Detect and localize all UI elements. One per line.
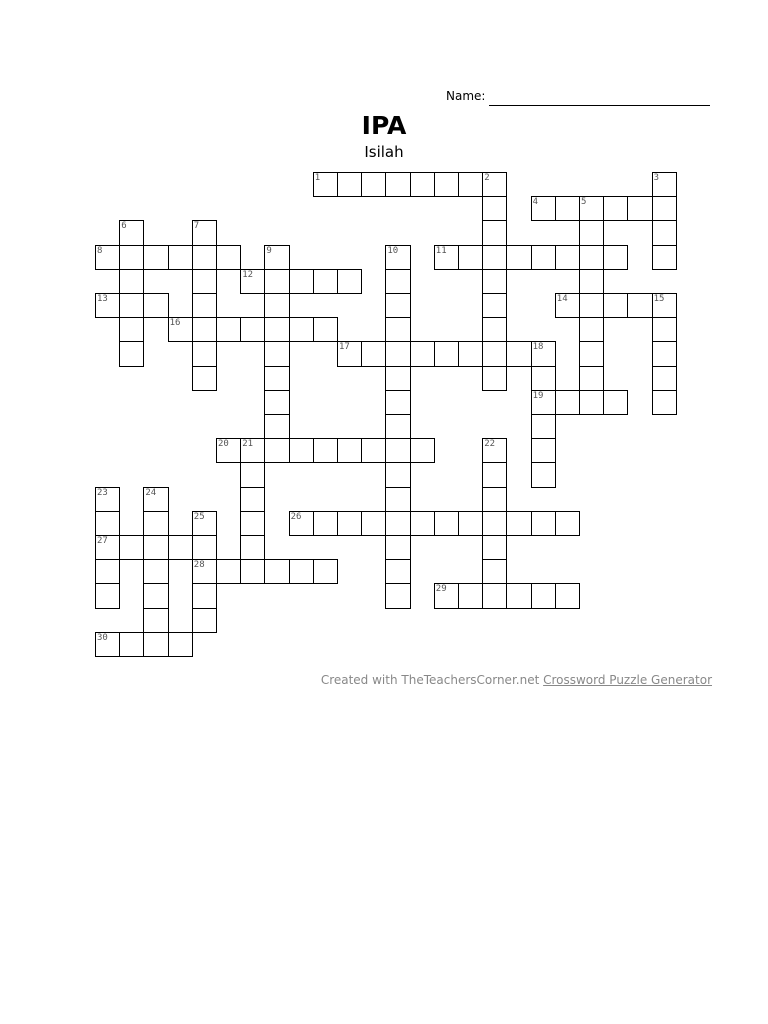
clue-number: 22 xyxy=(484,439,496,450)
crossword-cell[interactable] xyxy=(652,196,677,221)
crossword-cell[interactable] xyxy=(95,535,120,560)
crossword-cell[interactable] xyxy=(361,341,386,366)
crossword-cell[interactable] xyxy=(264,438,289,463)
crossword-cell[interactable] xyxy=(506,245,531,270)
crossword-cell[interactable] xyxy=(143,487,168,512)
crossword-cell[interactable] xyxy=(652,220,677,245)
crossword-cell[interactable] xyxy=(385,487,410,512)
crossword-cell[interactable] xyxy=(337,341,362,366)
crossword-cell[interactable] xyxy=(531,462,556,487)
crossword-cell[interactable] xyxy=(168,245,193,270)
crossword-cell[interactable] xyxy=(603,196,628,221)
crossword-cell[interactable] xyxy=(531,390,556,415)
crossword-cell[interactable] xyxy=(385,414,410,439)
crossword-cell[interactable] xyxy=(216,559,241,584)
clue-number: 26 xyxy=(290,511,302,522)
puzzle-title: IPA xyxy=(361,111,407,140)
crossword-cell[interactable] xyxy=(168,317,193,342)
crossword-cell[interactable] xyxy=(313,438,338,463)
crossword-cell[interactable] xyxy=(192,535,217,560)
crossword-cell[interactable] xyxy=(385,366,410,391)
crossword-cell[interactable] xyxy=(482,172,507,197)
crossword-cell[interactable] xyxy=(458,583,483,608)
crossword-cell[interactable] xyxy=(434,511,459,536)
crossword-cell[interactable] xyxy=(652,317,677,342)
crossword-cell[interactable] xyxy=(192,559,217,584)
crossword-cell[interactable] xyxy=(264,293,289,318)
crossword-cell[interactable] xyxy=(531,341,556,366)
crossword-cell[interactable] xyxy=(264,269,289,294)
crossword-cell[interactable] xyxy=(603,245,628,270)
clue-number: 28 xyxy=(193,560,205,571)
clue-number: 18 xyxy=(532,342,544,353)
crossword-cell[interactable] xyxy=(264,414,289,439)
crossword-cell[interactable] xyxy=(652,172,677,197)
crossword-cell[interactable] xyxy=(482,293,507,318)
footer-credit xyxy=(321,673,712,687)
crossword-cell[interactable] xyxy=(482,196,507,221)
clue-number: 20 xyxy=(218,439,229,450)
clue-number: 29 xyxy=(435,584,447,595)
crossword-cell[interactable] xyxy=(313,172,338,197)
crossword-cell[interactable] xyxy=(506,511,531,536)
crossword-cell[interactable] xyxy=(482,462,507,487)
crossword-cell[interactable] xyxy=(555,245,580,270)
crossword-cell[interactable] xyxy=(240,462,265,487)
puzzle-subtitle: Isilah xyxy=(364,143,404,161)
crossword-cell[interactable] xyxy=(192,608,217,633)
crossword-cell[interactable] xyxy=(313,269,338,294)
crossword-cell[interactable] xyxy=(240,317,265,342)
crossword-cell[interactable] xyxy=(482,487,507,512)
crossword-cell[interactable] xyxy=(482,438,507,463)
crossword-cell[interactable] xyxy=(482,317,507,342)
crossword-cell[interactable] xyxy=(506,583,531,608)
clue-number: 17 xyxy=(339,342,350,353)
crossword-cell[interactable] xyxy=(385,390,410,415)
crossword-cell[interactable] xyxy=(143,293,168,318)
crossword-cell[interactable] xyxy=(240,535,265,560)
crossword-cell[interactable] xyxy=(434,172,459,197)
clue-number: 21 xyxy=(242,439,254,450)
crossword-cell[interactable] xyxy=(506,341,531,366)
crossword-cell[interactable] xyxy=(458,341,483,366)
crossword-cell[interactable] xyxy=(482,559,507,584)
crossword-cell[interactable] xyxy=(119,317,144,342)
clue-number: 24 xyxy=(145,487,157,498)
crossword-cell[interactable] xyxy=(289,269,314,294)
crossword-cell[interactable] xyxy=(143,608,168,633)
crossword-cell[interactable] xyxy=(385,438,410,463)
crossword-cell[interactable] xyxy=(192,245,217,270)
crossword-cell[interactable] xyxy=(337,269,362,294)
crossword-cell[interactable] xyxy=(555,293,580,318)
crossword-cell[interactable] xyxy=(579,366,604,391)
crossword-cell[interactable] xyxy=(652,341,677,366)
clue-number: 16 xyxy=(169,318,181,329)
crossword-cell[interactable] xyxy=(385,511,410,536)
crossword-cell[interactable] xyxy=(216,245,241,270)
crossword-cell[interactable] xyxy=(168,535,193,560)
crossword-cell[interactable] xyxy=(264,390,289,415)
crossword-cell[interactable] xyxy=(385,583,410,608)
crossword-cell[interactable] xyxy=(119,632,144,657)
crossword-cell[interactable] xyxy=(410,341,435,366)
crossword-cell[interactable] xyxy=(385,559,410,584)
clue-number: 8 xyxy=(97,245,103,256)
crossword-cell[interactable] xyxy=(313,559,338,584)
crossword-cell[interactable] xyxy=(119,269,144,294)
crossword-cell[interactable] xyxy=(579,196,604,221)
crossword-cell[interactable] xyxy=(531,511,556,536)
crossword-cell[interactable] xyxy=(361,438,386,463)
crossword-cell[interactable] xyxy=(143,559,168,584)
clue-number: 15 xyxy=(653,294,665,304)
crossword-cell[interactable] xyxy=(264,341,289,366)
crossword-cell[interactable] xyxy=(143,583,168,608)
clue-number: 13 xyxy=(97,294,108,304)
crossword-cell[interactable] xyxy=(313,511,338,536)
clue-number: 27 xyxy=(97,536,108,546)
crossword-cell[interactable] xyxy=(531,438,556,463)
crossword-cell[interactable] xyxy=(652,366,677,391)
crossword-cell[interactable] xyxy=(95,293,120,318)
crossword-cell[interactable] xyxy=(264,559,289,584)
crossword-cell[interactable] xyxy=(192,341,217,366)
crossword-cell[interactable] xyxy=(434,245,459,270)
crossword-cell[interactable] xyxy=(458,172,483,197)
crossword-cell[interactable] xyxy=(482,511,507,536)
crossword-cell[interactable] xyxy=(289,559,314,584)
footer-created-with: Created with TheTeachersCorner.net xyxy=(320,673,544,687)
clue-number: 3 xyxy=(653,173,660,183)
crossword-cell[interactable] xyxy=(385,535,410,560)
crossword-cell[interactable] xyxy=(482,341,507,366)
crossword-cell[interactable] xyxy=(192,366,217,391)
crossword-cell[interactable] xyxy=(216,438,241,463)
crossword-cell[interactable] xyxy=(531,196,556,221)
crossword-cell[interactable] xyxy=(531,414,556,439)
clue-number: 2 xyxy=(484,173,490,183)
crossword-cell[interactable] xyxy=(410,172,435,197)
clue-number: 25 xyxy=(193,511,205,522)
crossword-cell[interactable] xyxy=(289,438,314,463)
crossword-cell[interactable] xyxy=(192,583,217,608)
crossword-cell[interactable] xyxy=(240,559,265,584)
crossword-cell[interactable] xyxy=(192,269,217,294)
crossword-cell[interactable] xyxy=(482,535,507,560)
crossword-cell[interactable] xyxy=(119,293,144,318)
crossword-cell[interactable] xyxy=(579,269,604,294)
clue-number: 1 xyxy=(314,173,321,183)
crossword-cell[interactable] xyxy=(240,269,265,294)
crossword-cell[interactable] xyxy=(579,245,604,270)
crossword-cell[interactable] xyxy=(652,245,677,270)
clue-number: 11 xyxy=(435,245,447,256)
crossword-cell[interactable] xyxy=(385,293,410,318)
crossword-cell[interactable] xyxy=(579,341,604,366)
clue-number: 7 xyxy=(193,221,200,232)
crossword-cell[interactable] xyxy=(143,632,168,657)
crossword-cell[interactable] xyxy=(95,511,120,536)
crossword-cell[interactable] xyxy=(264,317,289,342)
clue-number: 6 xyxy=(121,221,127,232)
crossword-cell[interactable] xyxy=(603,390,628,415)
crossword-cell[interactable] xyxy=(482,220,507,245)
crossword-cell[interactable] xyxy=(652,293,677,318)
crossword-cell[interactable] xyxy=(119,341,144,366)
crossword-cell[interactable] xyxy=(385,245,410,270)
crossword-cell[interactable] xyxy=(385,269,410,294)
crossword-cell[interactable] xyxy=(579,390,604,415)
crossword-cell[interactable] xyxy=(192,317,217,342)
crossword-cell[interactable] xyxy=(458,245,483,270)
clue-number: 10 xyxy=(387,245,399,256)
crossword-cell[interactable] xyxy=(192,220,217,245)
crossword-cell[interactable] xyxy=(482,583,507,608)
clue-number: 14 xyxy=(556,294,568,304)
crossword-cell[interactable] xyxy=(119,220,144,245)
clue-number: 23 xyxy=(97,487,108,498)
crossword-cell[interactable] xyxy=(240,438,265,463)
crossword-cell[interactable] xyxy=(119,535,144,560)
crossword-cell[interactable] xyxy=(531,583,556,608)
crossword-cell[interactable] xyxy=(337,511,362,536)
crossword-cell[interactable] xyxy=(555,196,580,221)
crossword-cell[interactable] xyxy=(385,341,410,366)
crossword-cell[interactable] xyxy=(579,293,604,318)
crossword-cell[interactable] xyxy=(192,293,217,318)
crossword-cell[interactable] xyxy=(192,511,217,536)
crossword-cell[interactable] xyxy=(337,172,362,197)
crossword-cell[interactable] xyxy=(119,245,144,270)
name-label: Name: xyxy=(446,89,486,103)
clue-number: 5 xyxy=(581,197,587,208)
generator-link[interactable]: Crossword Puzzle Generator xyxy=(543,673,712,687)
clue-number: 9 xyxy=(266,245,272,256)
crossword-cell[interactable] xyxy=(361,511,386,536)
crossword-cell[interactable] xyxy=(143,511,168,536)
crossword-cell[interactable] xyxy=(264,366,289,391)
clue-number: 12 xyxy=(242,269,254,280)
crossword-cell[interactable] xyxy=(216,317,241,342)
crossword-cell[interactable] xyxy=(434,341,459,366)
crossword-cell[interactable] xyxy=(337,438,362,463)
crossword-cell[interactable] xyxy=(482,245,507,270)
crossword-cell[interactable] xyxy=(95,583,120,608)
crossword-cell[interactable] xyxy=(410,511,435,536)
crossword-cell[interactable] xyxy=(385,172,410,197)
crossword-cell[interactable] xyxy=(482,269,507,294)
crossword-cell[interactable] xyxy=(555,511,580,536)
crossword-cell[interactable] xyxy=(95,559,120,584)
crossword-cell[interactable] xyxy=(555,583,580,608)
crossword-cell[interactable] xyxy=(385,317,410,342)
crossword-cell[interactable] xyxy=(143,535,168,560)
clue-number: 30 xyxy=(97,632,108,643)
crossword-cell[interactable] xyxy=(555,390,580,415)
crossword-cell[interactable] xyxy=(627,196,652,221)
crossword-cell[interactable] xyxy=(434,583,459,608)
crossword-cell[interactable] xyxy=(289,511,314,536)
crossword-cell[interactable] xyxy=(313,317,338,342)
crossword-cell[interactable] xyxy=(603,293,628,318)
crossword-cell[interactable] xyxy=(289,317,314,342)
crossword-cell[interactable] xyxy=(482,366,507,391)
crossword-cell[interactable] xyxy=(240,487,265,512)
crossword-cell[interactable] xyxy=(264,245,289,270)
clue-number: 19 xyxy=(532,390,544,401)
crossword-cell[interactable] xyxy=(579,317,604,342)
crossword-cell[interactable] xyxy=(361,172,386,197)
crossword-cell[interactable] xyxy=(579,220,604,245)
crossword-cell[interactable] xyxy=(143,245,168,270)
crossword-cell[interactable] xyxy=(531,366,556,391)
crossword-cell[interactable] xyxy=(531,245,556,270)
crossword-cell[interactable] xyxy=(410,438,435,463)
crossword-cell[interactable] xyxy=(385,462,410,487)
crossword-cell[interactable] xyxy=(458,511,483,536)
crossword-cell[interactable] xyxy=(168,632,193,657)
crossword-cell[interactable] xyxy=(652,390,677,415)
crossword-cell[interactable] xyxy=(240,511,265,536)
crossword-cell[interactable] xyxy=(95,245,120,270)
crossword-cell[interactable] xyxy=(95,487,120,512)
clue-number: 4 xyxy=(532,197,539,208)
crossword-cell[interactable] xyxy=(627,293,652,318)
crossword-cell[interactable] xyxy=(95,632,120,657)
